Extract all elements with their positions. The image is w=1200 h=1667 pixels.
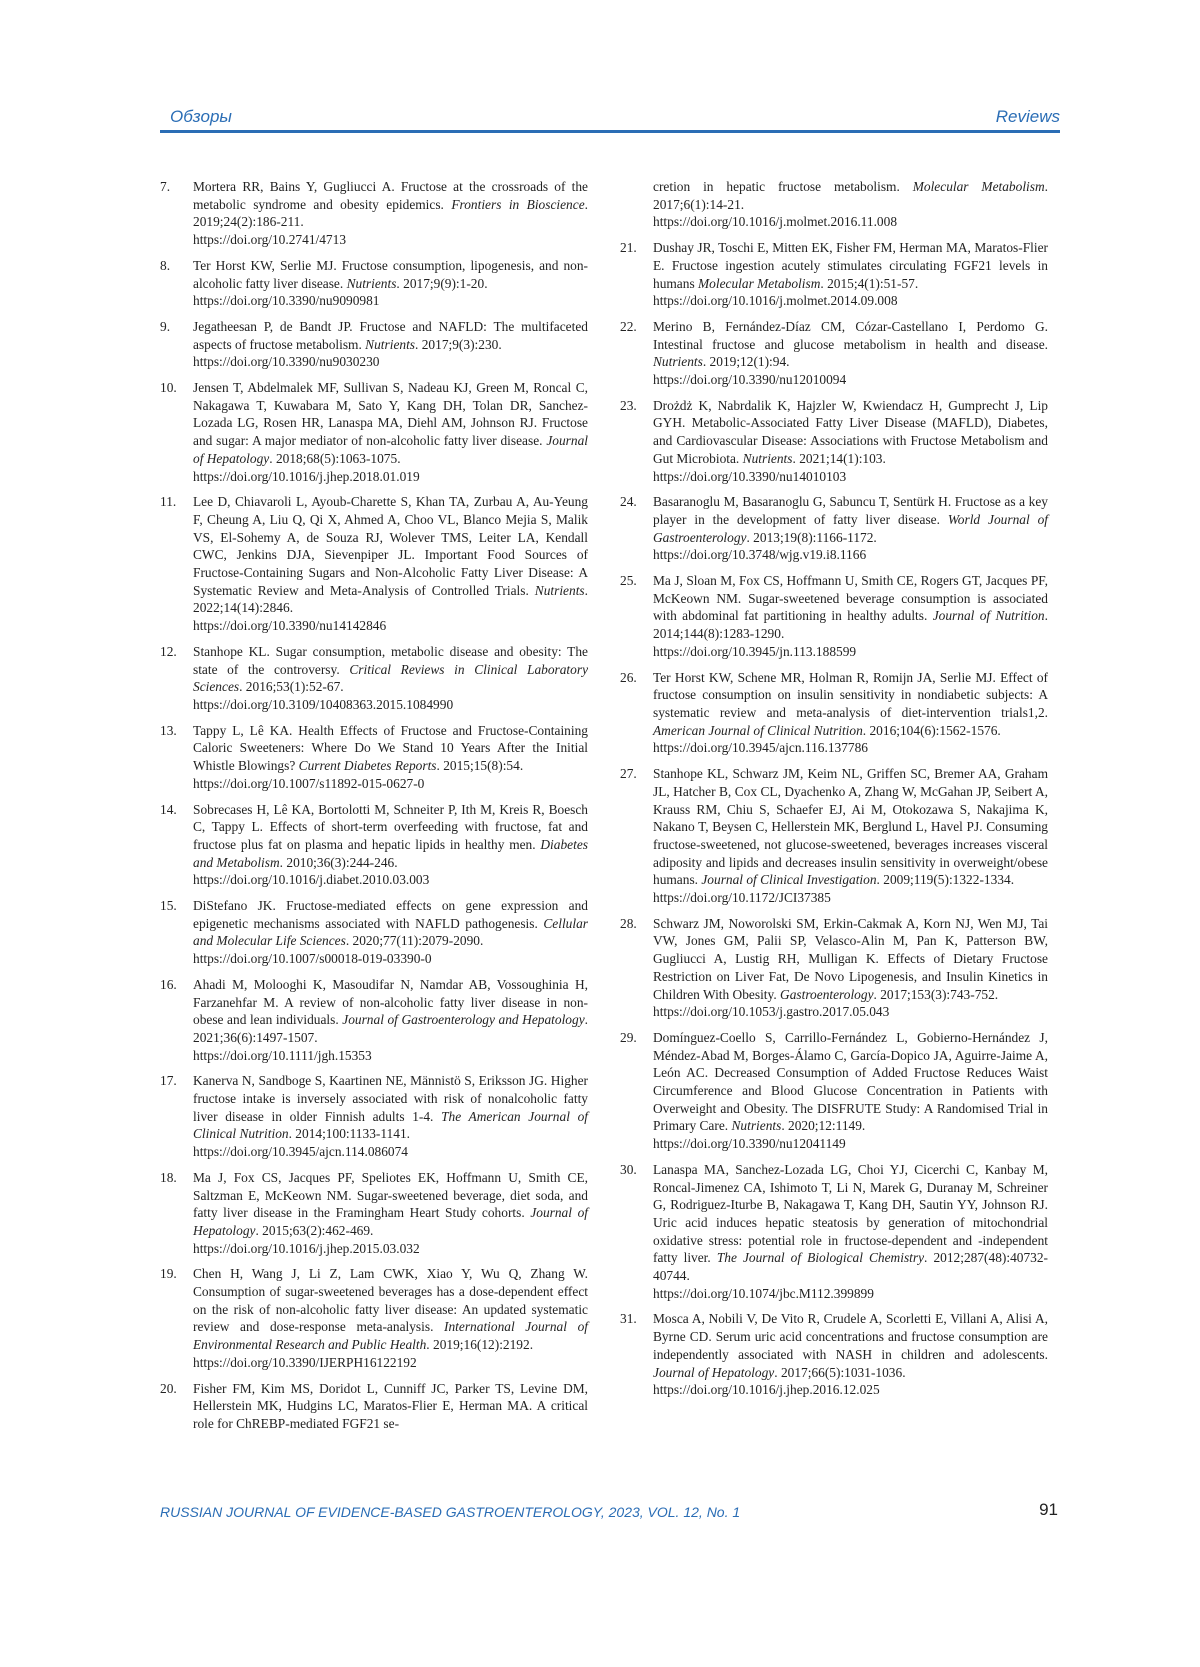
reference-item [160,801,588,890]
reference-details: . 2019;24(2):186-211. [193,196,588,230]
reference-item [620,397,1048,486]
reference-doi-link[interactable]: https://doi.org/10.3390/nu12010094 [653,372,847,388]
reference-text: Ma J, Sloan M, Fox CS, Hoffmann U, Smith CE, Rogers GT, Jacques PF, McKeown NM. Sugar-sweetened beverage consumption is associated with abdominal fat partitioning in healthy adults. [653,573,1048,624]
reference-number: 7. [160,179,171,194]
reference-details: . 2016;104(6):1562-1576. [862,722,1001,738]
reference-text: Drożdż K, Nabrdalik K, Hajzler W, Kwiendacz H, Gumprecht J, Lip GYH. Metabolic-Associated Fatty Liver Disease (MAFLD), Diabetes, and Cardiovascular Disease: Associations with Fructose Metabolism and Gut Microbiota. [653,397,1048,466]
reference-text: Stanhope KL, Schwarz JM, Keim NL, Griffen SC, Bremer AA, Graham JL, Hatcher B, Cox CL, Dyachenko A, Zhang W, McGahan JP, Seibert A, Krauss RM, Chiu S, Schaefer EJ, Ai M, Otokozawa S, Nakajima K, Nakano T, Beysen C, Hellerstein MK, Berglund L, Havel PJ. Consuming fructose-sweetened, not glucose-sweetened, beverages increases visceral adiposity and lipids and decreases insulin sensitivity in overweight/obese humans. [653,766,1048,888]
reference-doi-link[interactable]: https://doi.org/10.3390/nu12041149 [653,1136,846,1152]
section-header-russian: Обзоры [170,107,232,126]
reference-details: . 2014;100:1133-1141. [288,1126,410,1142]
reference-doi-link[interactable]: https://doi.org/10.3109/10408363.2015.1084990 [193,696,454,712]
reference-number: 21. [620,240,637,256]
reference-text: Mortera RR, Bains Y, Gugliucci A. Fructose at the crossroads of the metabolic syndrome and obesity epidemics. [193,179,588,212]
reference-details: . 2017;66(5):1031-1036. [774,1364,906,1380]
reference-number: 13. [160,722,177,738]
reference-number: 22. [620,318,637,334]
reference-details: . 2019;16(12):2192. [426,1337,534,1353]
section-header-english: Reviews [995,107,1060,126]
reference-journal: Journal of Hepatology [653,1364,775,1380]
reference-item [620,572,1048,661]
reference-number: 27. [620,766,637,782]
reference-doi-link[interactable]: https://doi.org/10.1111/jgh.15353 [193,1047,372,1063]
reference-details: . 2017;153(3):743-752. [873,986,999,1002]
reference-journal: Journal of Hepatology [193,1205,589,1238]
reference-journal: Journal of Clinical Investigation [701,872,877,888]
header-rule [160,130,1060,133]
reference-number: 12. [160,643,177,659]
reference-number: 26. [620,669,637,685]
reference-number: 25. [620,573,637,589]
reference-doi-link[interactable]: https://doi.org/10.3945/jn.113.188599 [653,643,857,659]
reference-text: Mosca A, Nobili V, De Vito R, Crudele A, Scorletti E, Villani A, Alisi A, Byrne CD. Serum uric acid concentrations and fructose consumption are independently associated with NASH in children and adolescents. [653,1311,1048,1362]
reference-item [620,239,1048,310]
reference-text: Ter Horst KW, Serlie MJ. Fructose consumption, lipogenesis, and non-alcoholic fatty liver disease. [193,257,588,291]
reference-details: . 2022;14(14):2846. [193,582,588,616]
reference-number: 24. [620,494,637,510]
reference-text: Schwarz JM, Noworolski SM, Erkin-Cakmak A, Korn NJ, Wen MJ, Tai VW, Jones GM, Palii SP, Velasco-Alin M, Pan K, Patterson BW, Gugliucci A, Lustig RH, Mulligan K. Effects of Dietary Fructose Restriction on Liver Fat, De Novo Lipogenesis, and Insulin Kinetics in Children With Obesity. [653,915,1048,1002]
reference-text: Ter Horst KW, Schene MR, Holman R, Romijn JA, Serlie MJ. Effect of fructose consumption on insulin sensitivity in nondiabetic subjects: A systematic review and meta-analysis of diet-intervention trials1,2. [653,669,1048,720]
reference-number: 19. [160,1266,177,1282]
reference-doi-link[interactable]: https://doi.org/10.1016/j.jhep.2016.12.025 [653,1382,880,1398]
reference-journal: International Journal of Environmental Research and Public Health [193,1319,588,1353]
reference-doi-link[interactable]: https://doi.org/10.3945/ajcn.114.086074 [193,1144,408,1160]
reference-item [160,178,588,249]
reference-doi-link[interactable]: https://doi.org/10.3390/nu9030230 [193,354,380,370]
reference-details: . 2020;12:1149. [781,1118,866,1134]
reference-item [620,1310,1048,1399]
reference-item [160,722,588,793]
reference-journal: Nutrients [653,354,703,370]
reference-doi-link[interactable]: https://doi.org/10.1016/j.diabet.2010.03.003 [193,872,430,888]
reference-doi-link[interactable]: https://doi.org/10.1016/j.molmet.2016.11.008 [653,214,898,230]
reference-details: . 2018;68(5):1063-1075. [269,450,401,466]
reference-details: . 2015;4(1):51-57. [820,275,919,291]
reference-continuation [620,178,1048,231]
reference-number: 9. [160,318,171,334]
reference-journal: Cellular and Molecular Life Sciences [193,915,588,949]
reference-journal: Gastroenterology [780,986,874,1002]
reference-text: Lanaspa MA, Sanchez-Lozada LG, Choi YJ, Cicerchi C, Kanbay M, Roncal-Jimenez CA, Ishimoto T, Li N, Marek G, Duranay M, Schreiner G, Rodriguez-Iturbe B, Nakagawa T, Kang DH, Sautin YY, Johnson RJ. Uric acid induces hepatic steatosis by generation of mitochondrial oxidative stress: potential role in fructose-dependent and -independent fatty liver. [653,1161,1048,1266]
reference-details: . 2013;19(8):1166-1172. [746,529,877,545]
reference-text: Kanerva N, Sandboge S, Kaartinen NE, Männistö S, Eriksson JG. Higher fructose intake is inversely associated with risk of nonalcoholic fatty liver disease in older Finnish adults 1-4. [193,1073,588,1124]
reference-number: 31. [620,1311,637,1327]
reference-number: 15. [160,898,177,914]
reference-journal: Journal of Hepatology [193,433,588,466]
reference-text: Ahadi M, Molooghi K, Masoudifar N, Namdar AB, Vossoughinia H, Farzanehfar M. A review of non-alcoholic fatty liver disease in non-obese and lean individuals. [193,976,588,1028]
reference-details: . 2020;77(11):2079-2090. [345,933,484,949]
reference-number: 30. [620,1161,637,1177]
reference-journal: Current Diabetes Reports [298,758,437,774]
reference-item [620,493,1048,564]
reference-doi-link[interactable]: https://doi.org/10.3390/nu14142846 [193,618,387,634]
reference-journal: Nutrients [534,582,585,598]
reference-item [620,669,1048,758]
reference-details: . 2017;9(9):1-20. [396,275,488,291]
reference-text: cretion in hepatic fructose metabolism. [653,179,913,194]
reference-journal: Critical Reviews in Clinical Laboratory Sciences [193,661,589,695]
reference-journal: Diabetes and Metabolism [193,836,588,870]
reference-text: Chen H, Wang J, Li Z, Lam CWK, Xiao Y, Wu Q, Zhang W. Consumption of sugar-sweetened beverages has a dose-dependent effect on the risk of non-alcoholic fatty liver disease: An updated systematic review and dose-response meta-analysis. [193,1266,588,1335]
reference-journal: Molecular Metabolism [912,179,1045,194]
reference-item [160,897,588,968]
reference-journal: Frontiers in Bioscience [451,196,585,212]
reference-doi-link[interactable]: https://doi.org/10.1016/j.jhep.2018.01.019 [193,468,420,484]
reference-doi-link[interactable]: https://doi.org/10.1007/s11892-015-0627-0 [193,775,425,791]
reference-number: 18. [160,1169,177,1185]
reference-number: 11. [160,494,177,510]
reference-doi-link[interactable]: https://doi.org/10.1053/j.gastro.2017.05.043 [653,1004,890,1020]
reference-journal: Nutrients [742,450,793,466]
reference-text: Merino B, Fernández-Díaz CM, Cózar-Castellano I, Perdomo G. Intestinal fructose and glucose metabolism in health and disease. [653,318,1048,352]
reference-text: Dushay JR, Toschi E, Mitten EK, Fisher FM, Herman MA, Maratos-Flier E. Fructose ingestion acutely stimulates circulating FGF21 levels in humans [653,240,1048,291]
reference-text: Basaranoglu M, Basaranoglu G, Sabuncu T, Sentürk H. Fructose as a key player in the development of fatty liver disease. [653,494,1048,527]
reference-journal: Journal of Gastroenterology and Hepatology [342,1012,585,1028]
reference-details: . 2009;119(5):1322-1334. [876,872,1015,888]
reference-item [620,318,1048,389]
references-column-right [620,178,1048,1407]
reference-item [160,318,588,371]
reference-details: . 2014;144(8):1283-1290. [653,608,1048,642]
journal-footer: RUSSIAN JOURNAL OF EVIDENCE-BASED GASTROENTEROLOGY, 2023, VOL. 12, No. 1 [160,1504,741,1520]
reference-doi-link[interactable]: https://doi.org/10.1016/j.jhep.2015.03.032 [193,1240,420,1256]
reference-journal: Nutrients [346,275,397,291]
reference-details: . 2019;12(1):94. [702,354,790,370]
reference-details: . 2021;14(1):103. [792,450,886,466]
reference-doi-link[interactable]: https://doi.org/10.3748/wjg.v19.i8.1166 [653,547,867,563]
reference-number: 16. [160,976,177,992]
reference-number: 20. [160,1380,177,1396]
reference-number: 8. [160,257,171,273]
reference-journal: American Journal of Clinical Nutrition [653,722,863,738]
reference-text: Tappy L, Lê KA. Health Effects of Fructose and Fructose-Containing Caloric Sweeteners: Where Do We Stand 10 Years After the Initial Whistle Blowings? [193,722,588,774]
reference-details: . 2010;36(3):244-246. [279,854,398,870]
reference-item [620,1029,1048,1153]
reference-journal: Nutrients [731,1118,782,1134]
reference-item [160,1265,588,1371]
reference-number: 29. [620,1029,637,1045]
reference-details: . 2015;63(2):462-469. [255,1222,374,1238]
reference-doi-link[interactable]: https://doi.org/10.3945/ajcn.116.137786 [653,740,868,756]
reference-item [620,915,1048,1021]
reference-item [160,976,588,1065]
reference-doi-link[interactable]: https://doi.org/10.3390/nu9090981 [193,293,380,309]
reference-doi-link[interactable]: https://doi.org/10.1172/JCI37385 [653,890,831,906]
reference-text: Stanhope KL. Sugar consumption, metabolic disease and obesity: The state of the controversy. [193,643,588,677]
reference-item [160,493,588,635]
reference-details: . 2012;287(48):40732-40744. [653,1250,1049,1284]
reference-text: Jensen T, Abdelmalek MF, Sullivan S, Nadeau KJ, Green M, Roncal C, Nakagawa T, Kuwabara M, Sato Y, Kang DH, Tolan DR, Sanchez-Lozada LG, Rosen HR, Lanaspa MA, Diehl AM, Johnson RJ. Fructose and sugar: A major mediator of non-alcoholic fatty liver disease. [193,380,588,449]
reference-text: DiStefano JK. Fructose-mediated effects on gene expression and epigenetic mechanisms associated with NAFLD pathogenesis. [193,898,588,931]
reference-text: Domínguez-Coello S, Carrillo-Fernández L, Gobierno-Hernández J, Méndez-Abad M, Borges-Álamo C, García-Dopico JA, Aguirre-Jaime A, León AC. Decreased Consumption of Added Fructose Reduces Waist Circumference and Blood Glucose Concentration in Patients with Overweight and Obesity. The DISFRUTE Study: A Randomised Trial in Primary Care. [653,1029,1048,1134]
reference-details: . 2021;36(6):1497-1507. [193,1012,588,1045]
reference-item [160,1169,588,1258]
reference-details: . 2015;15(8):54. [436,758,524,774]
reference-number: 23. [620,397,637,413]
reference-item [620,1161,1048,1303]
reference-doi-link[interactable]: https://doi.org/10.1074/jbc.M112.399899 [653,1285,874,1301]
reference-number: 14. [160,801,177,817]
reference-doi-link[interactable]: https://doi.org/10.3390/nu14010103 [653,468,847,484]
reference-item [160,1072,588,1161]
reference-item [620,765,1048,907]
reference-doi-link[interactable]: https://doi.org/10.1007/s00018-019-03390-0 [193,951,432,967]
reference-details: . 2016;53(1):52-67. [239,679,344,695]
reference-item [160,643,588,714]
reference-item [160,257,588,310]
reference-text: Sobrecases H, Lê KA, Bortolotti M, Schneiter P, Ith M, Kreis R, Boesch C, Tappy L. Effects of short-term overfeeding with fructose, fat and fructose plus fat on plasma and hepatic lipids in healthy men. [193,801,588,852]
reference-text: Jegatheesan P, de Bandt JP. Fructose and NAFLD: The multifaceted aspects of fructose metabolism. [193,318,588,352]
reference-number: 10. [160,380,177,396]
reference-text: Ma J, Fox CS, Jacques PF, Speliotes EK, Hoffmann U, Smith CE, Saltzman E, McKeown NM. Sugar-sweetened beverage, diet soda, and fatty liver disease in the Framingham Heart Study cohorts. [193,1169,588,1221]
reference-doi-link[interactable]: https://doi.org/10.1016/j.molmet.2014.09.008 [653,293,898,309]
reference-text: Lee D, Chiavaroli L, Ayoub-Charette S, Khan TA, Zurbau A, Au-Yeung F, Cheung A, Liu Q, Qi X, Ahmed A, Choo VL, Blanco Mejia S, Malik VS, El-Sohemy A, de Souza RJ, Wolever TMS, Leiter LA, Kendall CWC, Jenkins DJA, Sievenpiper JL. Important Food Sources of Fructose-Containing Sugars and Non-Alcoholic Fatty Liver Disease: A Systematic Review and Meta-Analysis of Controlled Trials. [193,494,588,598]
reference-item [160,379,588,485]
page-number: 91 [1039,1500,1058,1519]
reference-item [160,1380,588,1433]
reference-journal: The American Journal of Clinical Nutrition [193,1108,588,1142]
reference-details: . 2017;6(1):14-21. [653,179,1049,212]
reference-journal: Journal of Nutrition [932,608,1045,624]
reference-journal: World Journal of Gastroenterology [653,511,1048,545]
reference-doi-link[interactable]: https://doi.org/10.3390/IJERPH16122192 [193,1354,417,1370]
reference-details: . 2017;9(3):230. [415,336,502,352]
reference-journal: Nutrients [365,336,416,352]
reference-journal: Molecular Metabolism [698,275,821,291]
reference-number: 28. [620,915,637,931]
reference-doi-link[interactable]: https://doi.org/10.2741/4713 [193,232,347,248]
reference-text: Fisher FM, Kim MS, Doridot L, Cunniff JC, Parker TS, Levine DM, Hellerstein MK, Hudgins LC, Maratos-Flier E, Herman MA. A critical role for ChREBP-mediated FGF21 se- [193,1380,588,1431]
references-column-left [160,178,588,1441]
reference-number: 17. [160,1073,177,1089]
reference-journal: The Journal of Biological Chemistry [716,1250,925,1266]
